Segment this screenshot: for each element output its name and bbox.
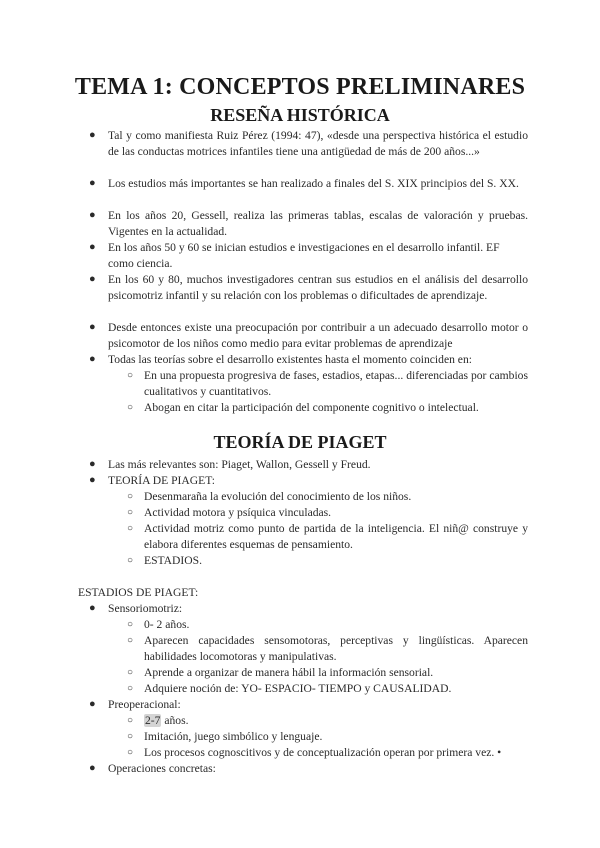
section-heading-resena: RESEÑA HISTÓRICA bbox=[210, 105, 390, 125]
list-subitem: Desenmaraña la evolución del conocimiento de los niños. bbox=[144, 490, 412, 503]
bullet-circle-icon: ○ bbox=[127, 683, 134, 694]
list-subitem: Abogan en citar la participación del componente cognitivo o intelectual. bbox=[144, 401, 479, 414]
document-title: TEMA 1: CONCEPTOS PRELIMINARES bbox=[74, 74, 526, 100]
bullet-circle-icon: ○ bbox=[127, 731, 134, 742]
list-item: Desde entonces existe una preocupación por contribuir a un adecuado desarrollo motor o psicomotor de los niños como medio para evitar problemas de aprendizaje bbox=[108, 321, 528, 350]
list-item: Tal y como manifiesta Ruiz Pérez (1994: 47), «desde una perspectiva histórica el estudio de las conductas motrices infantiles tiene una antigüedad de más de 200 años...» bbox=[108, 129, 528, 158]
bullet-circle-icon: ○ bbox=[127, 715, 134, 726]
list-subitem: 0- 2 años. bbox=[144, 618, 190, 631]
list-item: Las más relevantes son: Piaget, Wallon, Gessell y Freud. bbox=[108, 458, 371, 471]
bullet-dot-icon: ● bbox=[89, 209, 96, 221]
list-subitem bbox=[144, 713, 528, 729]
stages-heading: ESTADIOS DE PIAGET: bbox=[78, 586, 199, 599]
bullet-dot-icon: ● bbox=[89, 321, 96, 333]
bullet-circle-icon: ○ bbox=[127, 635, 134, 646]
bullet-dot-icon: ● bbox=[89, 458, 96, 470]
list-item: Los estudios más importantes se han realizado a finales del S. XIX principios del S. XX. bbox=[108, 177, 519, 190]
list-subitem: En una propuesta progresiva de fases, estadios, etapas... diferenciadas por cambios cualitativos y cuantitativos. bbox=[144, 369, 528, 398]
bullet-circle-icon: ○ bbox=[127, 667, 134, 678]
list-item: TEORÍA DE PIAGET: bbox=[108, 474, 215, 487]
bullet-circle-icon: ○ bbox=[127, 555, 134, 566]
highlighted-age: 2-7 bbox=[145, 714, 161, 727]
section-heading-piaget: TEORÍA DE PIAGET bbox=[213, 432, 387, 452]
list-subitem: ESTADIOS. bbox=[144, 554, 203, 567]
age-text: años. bbox=[161, 714, 189, 727]
bullet-circle-icon: ○ bbox=[127, 370, 134, 381]
bullet-circle-icon: ○ bbox=[127, 523, 134, 534]
stage-label: Preoperacional: bbox=[108, 698, 181, 711]
list-subitem: Imitación, juego simbólico y lenguaje. bbox=[144, 730, 323, 743]
bullet-circle-icon: ○ bbox=[127, 619, 134, 630]
list-item: Todas las teorías sobre el desarrollo existentes hasta el momento coinciden en: bbox=[108, 353, 472, 366]
list-subitem: Los procesos cognoscitivos y de conceptualización operan por primera vez. • bbox=[144, 746, 502, 759]
bullet-dot-icon: ● bbox=[89, 129, 96, 141]
list-item: En los años 20, Gessell, realiza las primeras tablas, escalas de valoración y pruebas. Vigentes en la actualidad. bbox=[108, 209, 528, 238]
bullet-circle-icon: ○ bbox=[127, 747, 134, 758]
bullet-dot-icon: ● bbox=[89, 602, 96, 614]
list-subitem: Actividad motora y psíquica vinculadas. bbox=[144, 506, 332, 519]
list-subitem: Actividad motriz como punto de partida de la inteligencia. El niñ@ construye y elabora diferentes esquemas de pensamiento. bbox=[144, 522, 528, 551]
bullet-dot-icon: ● bbox=[89, 273, 96, 285]
stage-label: Sensoriomotriz: bbox=[108, 602, 183, 615]
bullet-dot-icon: ● bbox=[89, 353, 96, 365]
bullet-circle-icon: ○ bbox=[127, 402, 134, 413]
bullet-dot-icon: ● bbox=[89, 241, 96, 253]
bullet-dot-icon: ● bbox=[89, 474, 96, 486]
list-item: En los años 50 y 60 se inician estudios e investigaciones en el desarrollo infantil. EF como ciencia. bbox=[108, 241, 500, 270]
bullet-dot-icon: ● bbox=[89, 762, 96, 774]
bullet-circle-icon: ○ bbox=[127, 507, 134, 518]
bullet-circle-icon: ○ bbox=[127, 491, 134, 502]
bullet-dot-icon: ● bbox=[89, 698, 96, 710]
stage-label: Operaciones concretas: bbox=[108, 762, 216, 775]
bullet-dot-icon: ● bbox=[89, 177, 96, 189]
list-subitem: Aprende a organizar de manera hábil la información sensorial. bbox=[144, 666, 434, 679]
list-subitem: Adquiere noción de: YO- ESPACIO- TIEMPO y CAUSALIDAD. bbox=[144, 682, 452, 695]
list-subitem: Aparecen capacidades sensomotoras, perceptivas y lingüísticas. Aparecen habilidades locomotoras y manipulativas. bbox=[144, 634, 528, 663]
list-item: En los 60 y 80, muchos investigadores centran sus estudios en el análisis del desarrollo psicomotriz infantil y su relación con los problemas o dificultades de aprendizaje. bbox=[108, 273, 528, 302]
